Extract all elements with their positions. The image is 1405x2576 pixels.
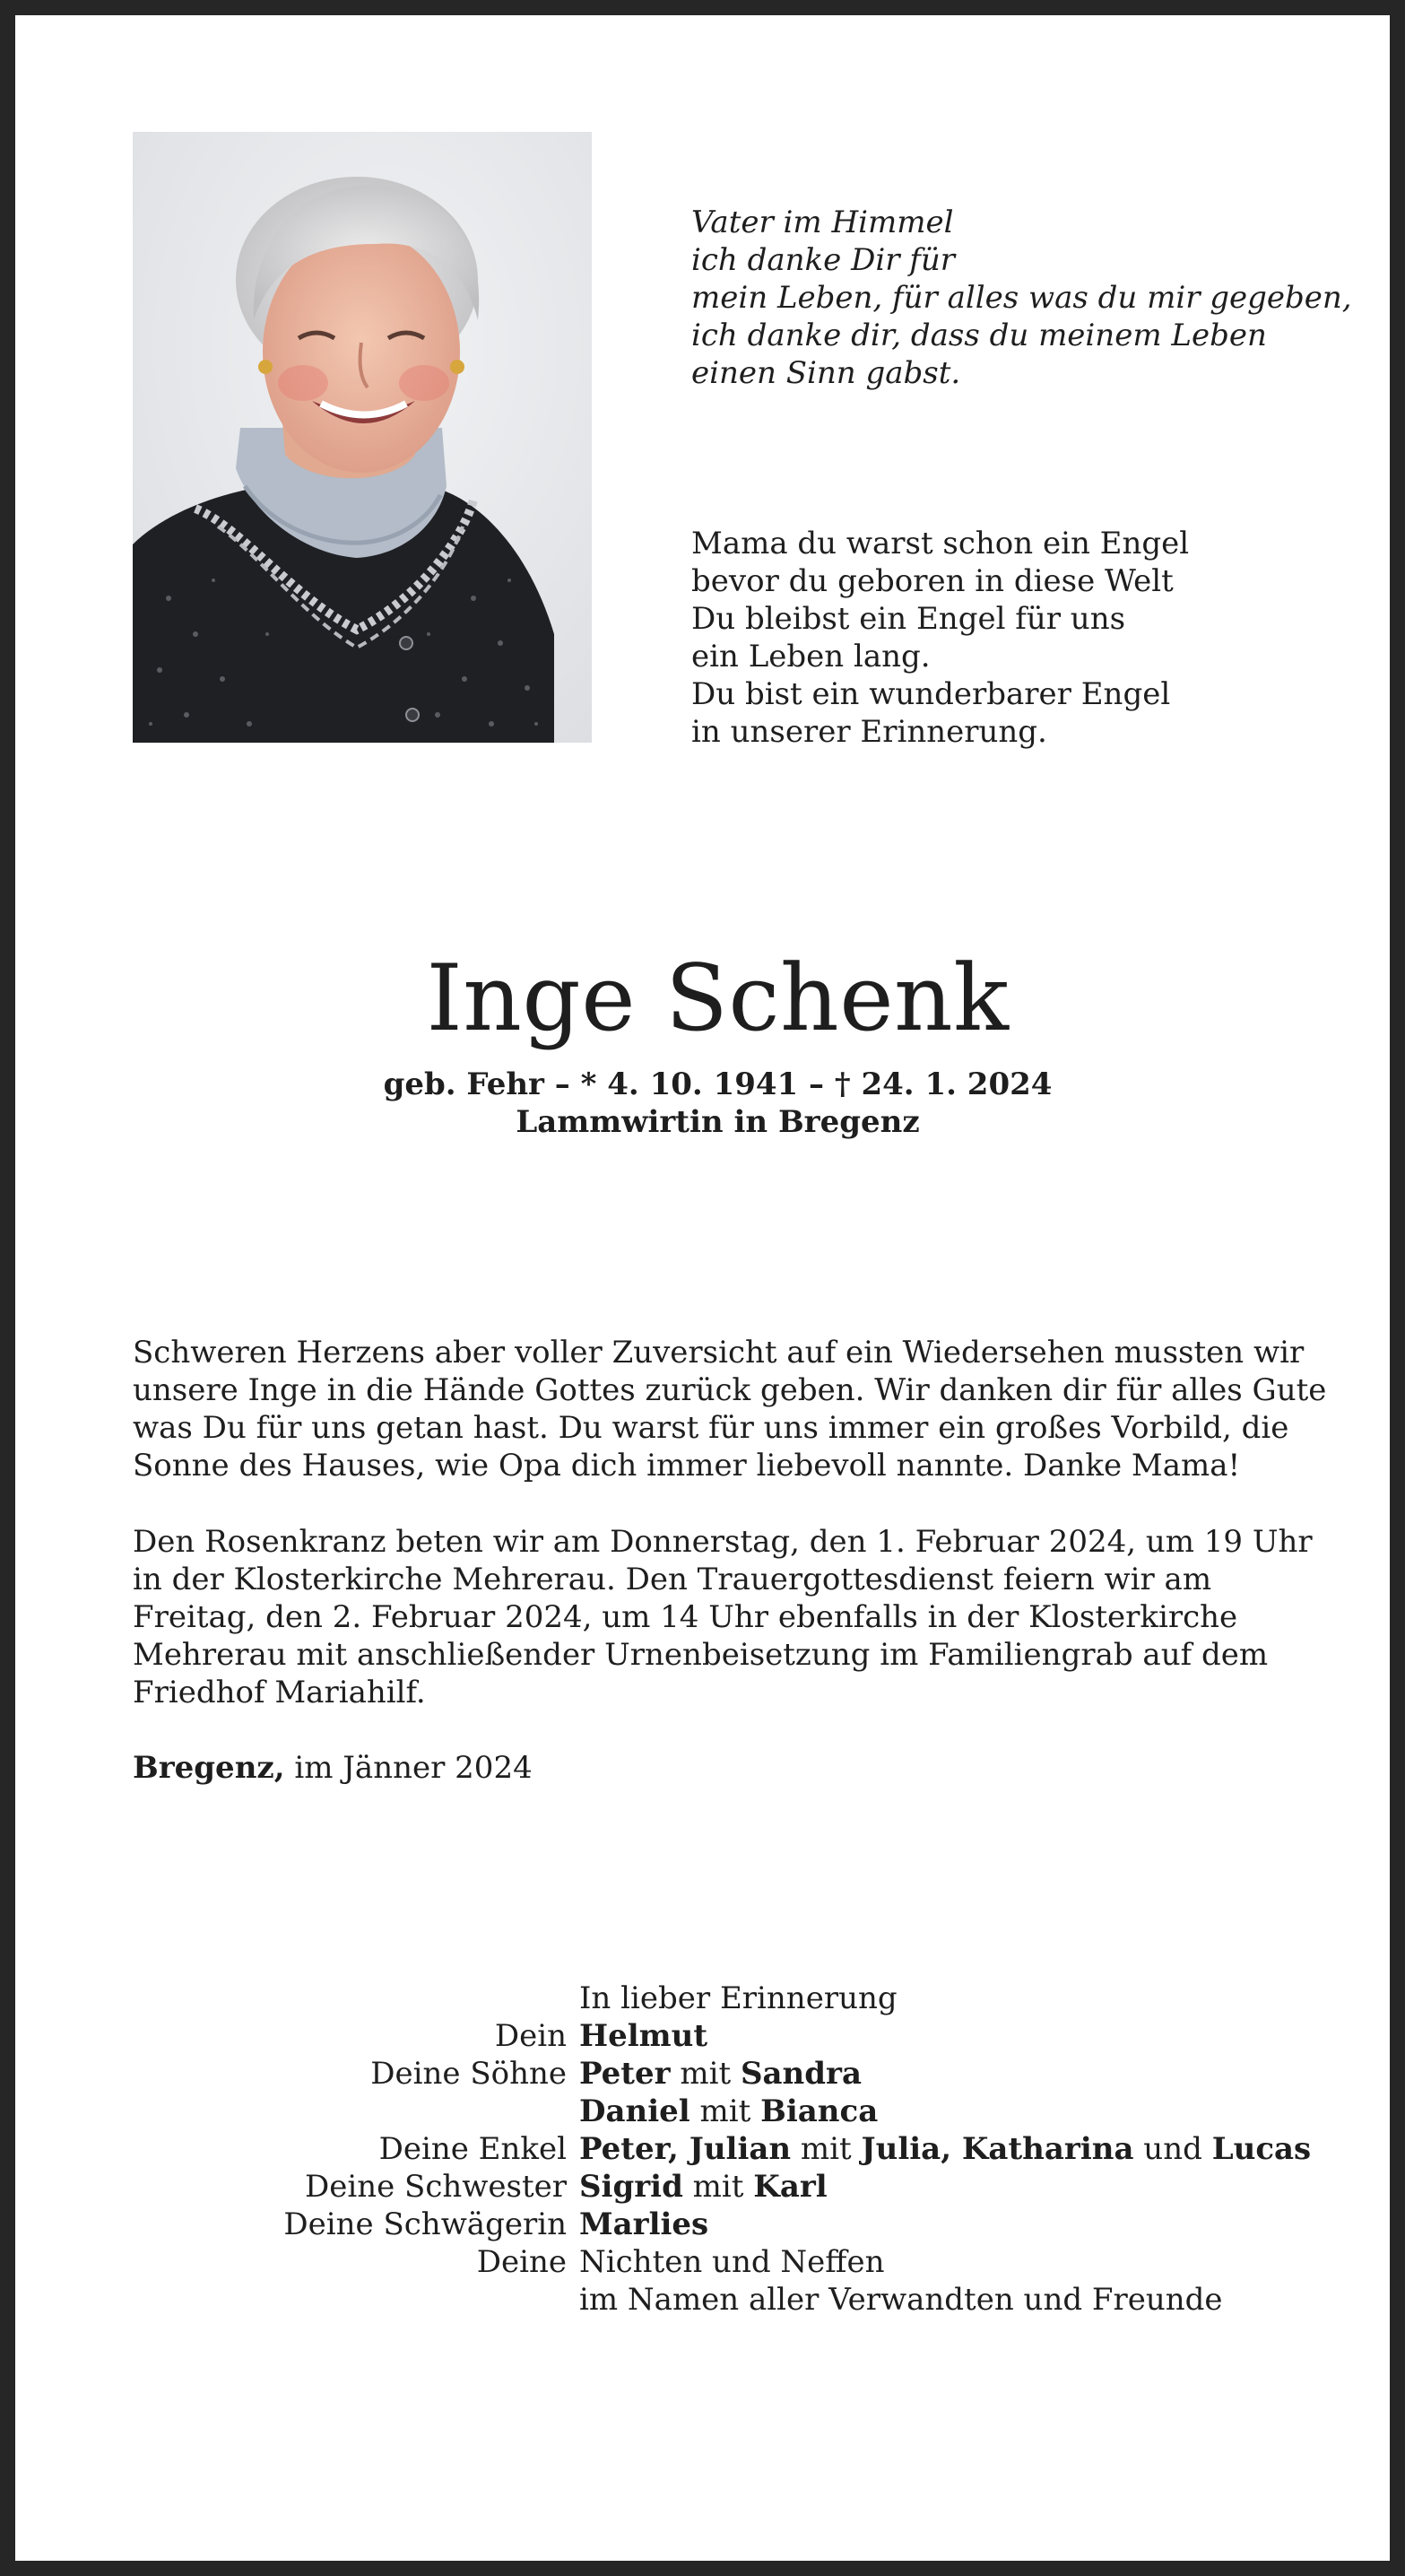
family-row <box>133 2130 1343 2168</box>
poem-line: Du bleibst ein Engel für uns <box>691 601 1126 637</box>
family-relation-label <box>133 1980 567 2017</box>
text-line: unsere Inge in die Hände Gottes zurück geben. Wir danken dir für alles Gute <box>133 1372 1327 1408</box>
family-relation-label: Deine Schwägerin <box>283 2206 567 2242</box>
family-connector: Nichten und Neffen <box>579 2244 885 2280</box>
family-connector: im Namen aller Verwandten und Freunde <box>579 2282 1223 2318</box>
family-relation-label: Deine Schwester <box>304 2169 567 2205</box>
poem-line: mein Leben, für alles was du mir gegeben, <box>691 280 1352 316</box>
family-name: Helmut <box>579 2018 708 2054</box>
family-connector: mit <box>682 2169 754 2205</box>
portrait-illustration <box>133 132 592 743</box>
family-relation-label <box>133 2281 567 2319</box>
portrait-photo <box>133 132 592 743</box>
text-line: Sonne des Hauses, wie Opa dich immer liebevoll nannte. Danke Mama! <box>133 1448 1241 1484</box>
family-relation-label: Dein <box>494 2018 567 2054</box>
place-city: Bregenz, <box>133 1750 285 1786</box>
family-name: Sigrid <box>579 2169 683 2205</box>
poem-italic <box>691 204 1352 392</box>
family-connector: mit <box>791 2131 862 2167</box>
family-row <box>133 2281 1343 2319</box>
poem-line: Mama du warst schon ein Engel <box>691 526 1190 561</box>
farewell-paragraph <box>133 1334 1327 1484</box>
family-row <box>133 2093 1343 2130</box>
family-names <box>567 1980 898 2017</box>
family-names <box>567 2206 708 2243</box>
poem-line: ich danke Dir für <box>691 242 956 278</box>
text-line: in der Klosterkirche Mehrerau. Den Trauergottesdienst feiern wir am <box>133 1562 1212 1597</box>
family-row <box>133 2206 1343 2243</box>
life-dates: geb. Fehr – * 4. 10. 1941 – † 24. 1. 2024 <box>383 1066 1053 1102</box>
place-date-text: im Jänner 2024 <box>294 1750 533 1786</box>
family-relation-label: Deine <box>476 2244 567 2280</box>
family-names <box>567 2093 878 2130</box>
text-line: Friedhof Mariahilf. <box>133 1675 426 1710</box>
family-names <box>567 2017 707 2055</box>
family-row <box>133 2168 1343 2206</box>
family-names <box>567 2281 1223 2319</box>
family-name: Marlies <box>579 2206 709 2242</box>
place-date <box>133 1749 1316 1787</box>
family-relation-label: Deine Söhne <box>370 2056 567 2092</box>
poem-line: ich danke dir, dass du meinem Leben <box>691 318 1267 353</box>
family-name: Peter <box>579 2056 671 2092</box>
family-connector: mit <box>670 2056 741 2092</box>
occupation: Lammwirtin in Bregenz <box>516 1104 920 1140</box>
text-line: Den Rosenkranz beten wir am Donnerstag, den 1. Februar 2024, um 19 Uhr <box>133 1524 1313 1560</box>
text-line: was Du für uns getan hast. Du warst für uns immer ein großes Vorbild, die <box>133 1410 1289 1446</box>
family-names <box>567 2168 828 2206</box>
family-connector: mit <box>689 2093 761 2129</box>
family-list <box>133 1980 1343 2319</box>
family-name: Lucas <box>1211 2131 1312 2167</box>
family-name: Bianca <box>760 2093 879 2129</box>
poem-line: bevor du geboren in diese Welt <box>691 563 1174 599</box>
text-line: Freitag, den 2. Februar 2024, um 14 Uhr ebenfalls in der Klosterkirche <box>133 1599 1238 1635</box>
deceased-name: Inge Schenk <box>426 945 1010 1052</box>
family-row <box>133 2243 1343 2281</box>
family-row <box>133 1980 1343 2017</box>
family-names <box>567 2055 862 2093</box>
service-paragraph <box>133 1523 1316 1711</box>
family-names <box>567 2130 1311 2168</box>
poem-regular <box>691 525 1337 751</box>
family-name: Peter, Julian <box>579 2131 792 2167</box>
family-name: Daniel <box>579 2093 690 2129</box>
family-name: Karl <box>753 2169 828 2205</box>
family-name: Julia, Katharina <box>861 2131 1134 2167</box>
family-name: Sandra <box>740 2056 862 2092</box>
text-line: Mehrerau mit anschließender Urnenbeisetzung im Familiengrab auf dem <box>133 1637 1269 1673</box>
family-connector: In lieber Erinnerung <box>579 1980 898 2016</box>
family-row <box>133 2017 1343 2055</box>
family-row <box>133 2055 1343 2093</box>
family-names <box>567 2243 884 2281</box>
poem-line: Vater im Himmel <box>691 205 954 240</box>
poem-line: ein Leben lang. <box>691 639 931 674</box>
poem-line: einen Sinn gabst. <box>691 355 961 391</box>
family-connector: und <box>1133 2131 1212 2167</box>
poem-line: Du bist ein wunderbarer Engel <box>691 676 1171 712</box>
text-line: Schweren Herzens aber voller Zuversicht auf ein Wiedersehen mussten wir <box>133 1335 1305 1371</box>
poem-line: in unserer Erinnerung. <box>691 714 1047 750</box>
family-relation-label: Deine Enkel <box>378 2131 567 2167</box>
family-relation-label <box>133 2093 567 2130</box>
